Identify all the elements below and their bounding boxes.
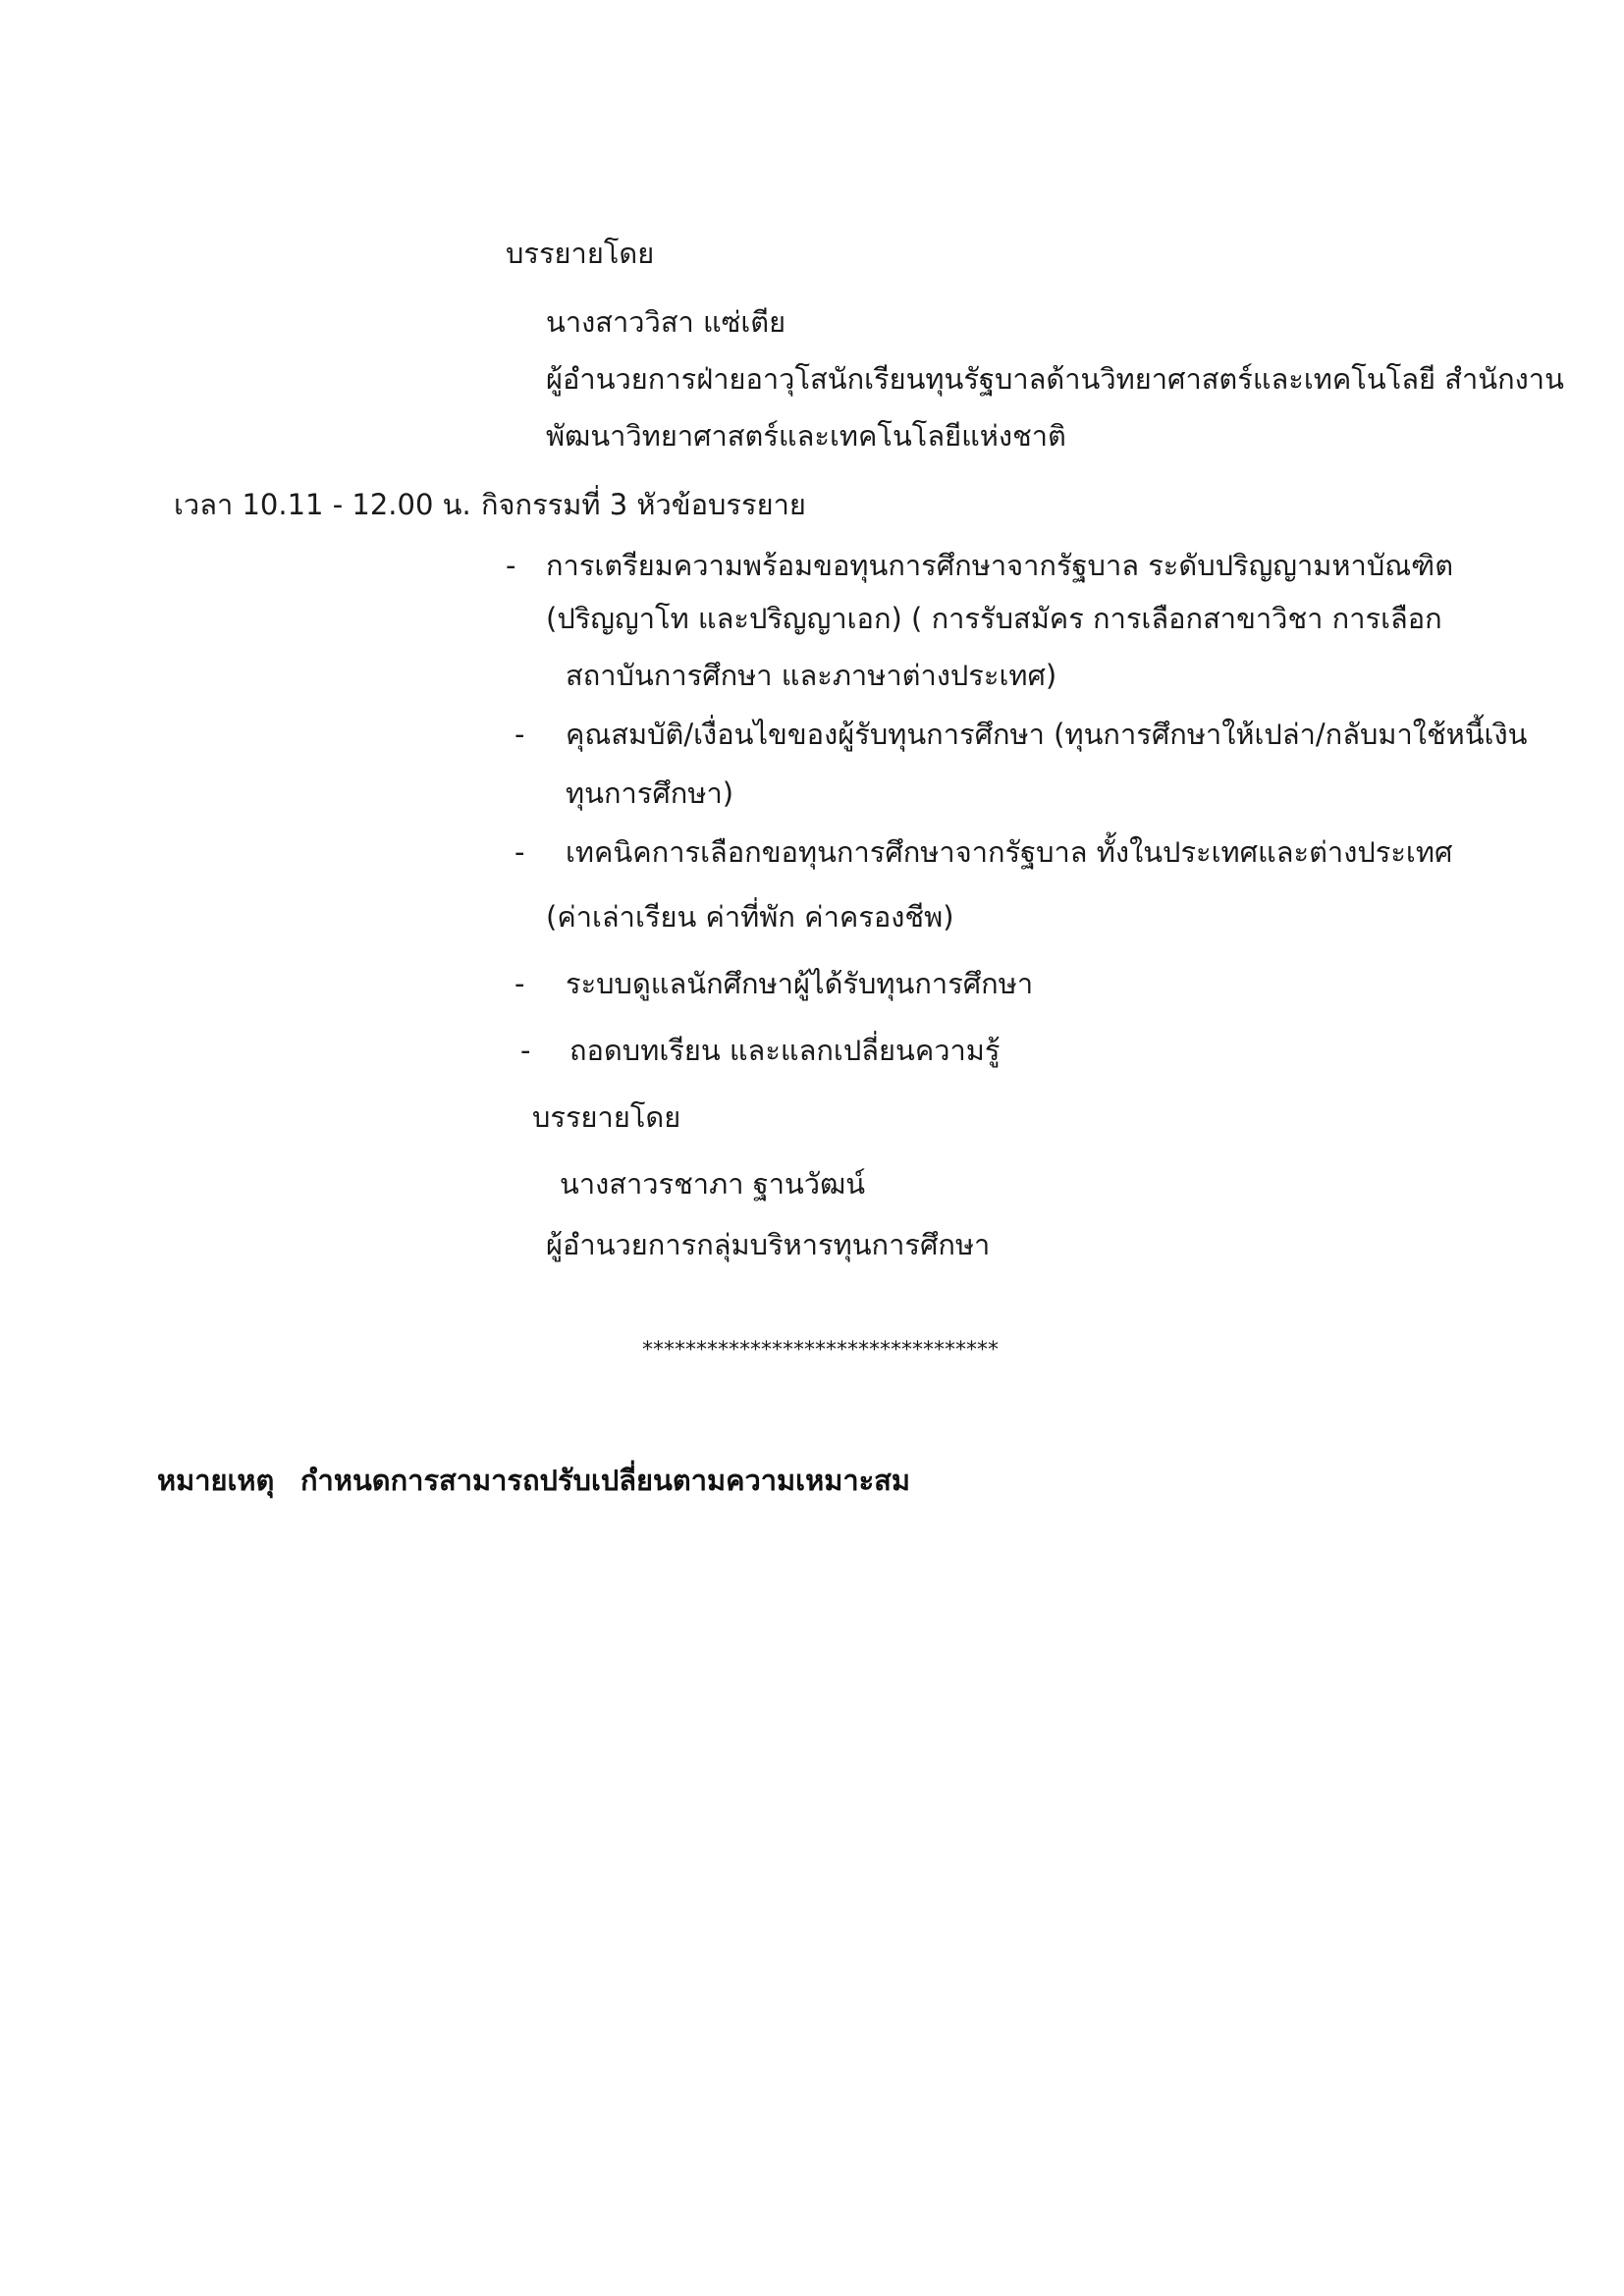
- bullet-dash: -: [514, 835, 525, 869]
- topic-line: สถาบันการศึกษา และภาษาต่างประเทศ): [566, 659, 1057, 692]
- lecturer-name: นางสาวรชาภา ฐานวัฒน์: [560, 1167, 866, 1201]
- lecturer-name: นางสาววิสา แซ่เตีย: [546, 305, 786, 339]
- lecturer-title-line: ผู้อำนวยการฝ่ายอาวุโสนักเรียนทุนรัฐบาลด้านวิทยาศาสตร์และเทคโนโลยี สำนักงาน: [546, 362, 1564, 396]
- note-text: กำหนดการสามารถปรับเปลี่ยนตามความเหมาะสม: [300, 1464, 910, 1497]
- activity-title: กิจกรรมที่ 3 หัวข้อบรรยาย: [481, 488, 806, 521]
- bullet-dash: -: [506, 549, 516, 582]
- topic-line: (ค่าเล่าเรียน ค่าที่พัก ค่าครองชีพ): [546, 900, 954, 934]
- session-time: เวลา 10.11 - 12.00 น.: [174, 488, 471, 521]
- separator-stars: *********************************: [642, 1338, 999, 1362]
- topic-line: (ปริญญาโท และปริญญาเอก) ( การรับสมัคร การเลือกสาขาวิชา การเลือก: [546, 602, 1442, 635]
- topic-line: ระบบดูแลนักศึกษาผู้ได้รับทุนการศึกษา: [566, 967, 1034, 1000]
- topic-line: เทคนิคการเลือกขอทุนการศึกษาจากรัฐบาล ทั้งในประเทศและต่างประเทศ: [566, 835, 1453, 869]
- topic-line: การเตรียมความพร้อมขอทุนการศึกษาจากรัฐบาล ระดับปริญญามหาบัณฑิต: [546, 549, 1454, 582]
- lecturer-heading: บรรยายโดย: [506, 237, 655, 270]
- note-label: หมายเหตุ: [157, 1464, 275, 1497]
- topic-line: ถอดบทเรียน และแลกเปลี่ยนความรู้: [569, 1034, 1001, 1067]
- bullet-dash: -: [514, 718, 525, 751]
- bullet-dash: -: [520, 1034, 531, 1067]
- lecturer-heading: บรรยายโดย: [532, 1100, 681, 1134]
- topic-line: ทุนการศึกษา): [566, 776, 734, 810]
- topic-line: คุณสมบัติ/เงื่อนไขของผู้รับทุนการศึกษา (ทุนการศึกษาให้เปล่า/กลับมาใช้หนี้เงิน: [566, 718, 1528, 751]
- lecturer-title-line: พัฒนาวิทยาศาสตร์และเทคโนโลยีแห่งชาติ: [546, 419, 1066, 453]
- bullet-dash: -: [514, 967, 525, 1000]
- lecturer-title-line: ผู้อำนวยการกลุ่มบริหารทุนการศึกษา: [546, 1228, 991, 1261]
